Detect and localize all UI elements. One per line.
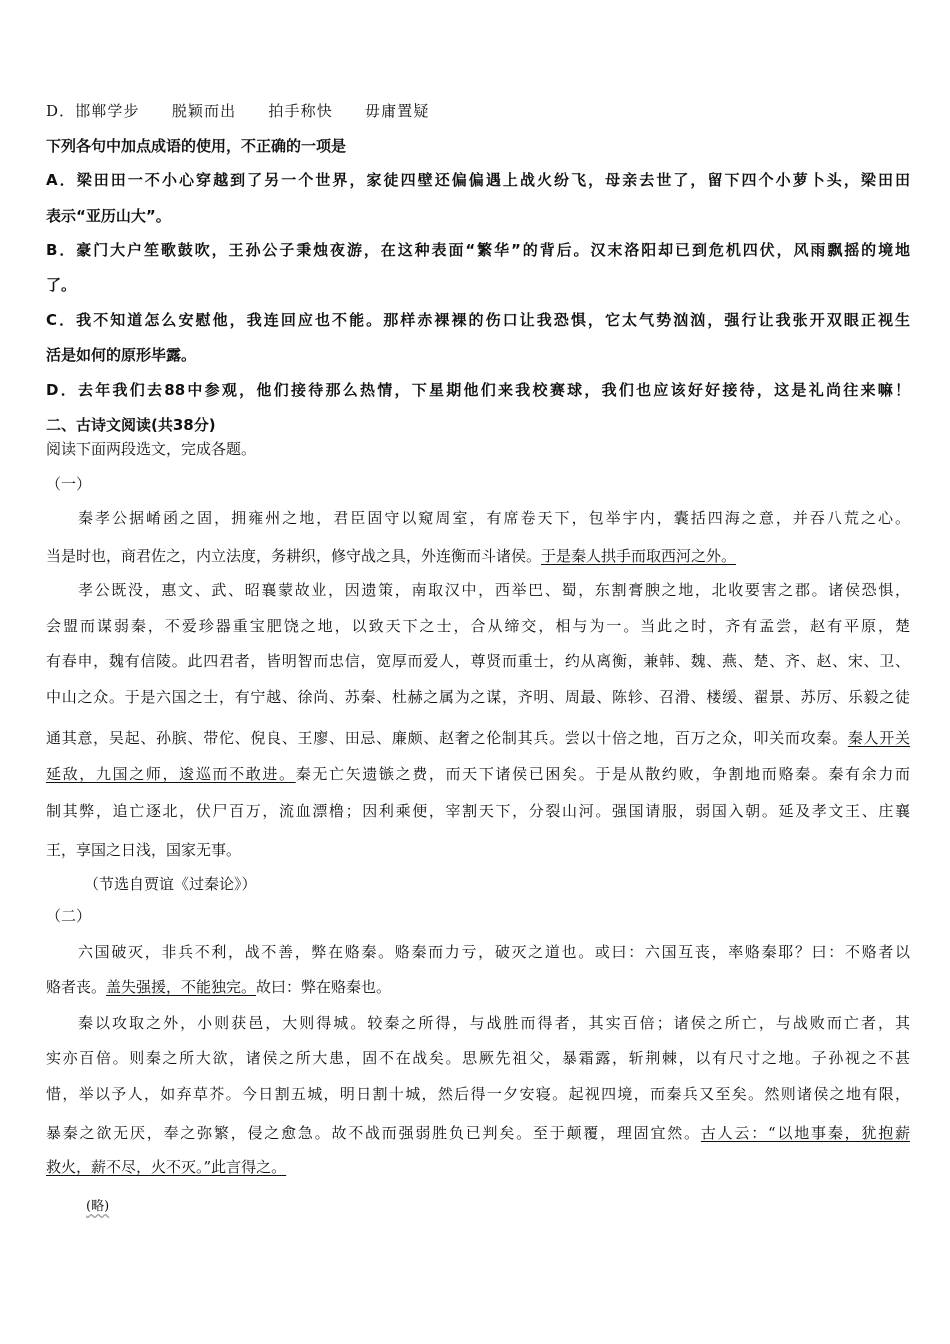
section-heading: 二、古诗文阅读(共38分): [46, 416, 216, 434]
passage-text: 通其意，吴起、孙膑、带佗、倪良、王廖、田忌、廉颇、赵奢之伦制其兵。尝以十倍之地，百万之众，叩关而攻秦。: [46, 729, 848, 747]
underlined-sentence: 救火，薪不尽，火不灭。”此言得之。: [46, 1158, 287, 1176]
passage1-line: 王，享国之日浅，国家无事。: [46, 841, 242, 859]
passage1-line: 制其弊，追亡逐北，伏尸百万，流血漂橹；因利乘便，宰割天下，分裂山河。强国请服，弱国入朝。延及孝文王、庄襄: [46, 802, 910, 820]
option-b-line2: 了。: [46, 276, 77, 294]
passage2-label: （二）: [46, 907, 92, 925]
passage-text: 故曰：弊在赂秦也。: [256, 978, 392, 996]
passage1-line: 会盟而谋弱秦，不爱珍器重宝肥饶之地，以致天下之士，合从缔交，相与为一。当此之时，齐有孟尝，赵有平原，楚: [46, 617, 910, 635]
underlined-sentence: 古人云：“以地事秦，犹抱薪: [700, 1124, 910, 1142]
passage-text: 暴秦之欲无厌，奉之弥繁，侵之愈急。故不战而强弱胜负已判矣。至于颠覆，理固宜然。: [46, 1124, 701, 1142]
question-stem: 下列各句中加点成语的使用，不正确的一项是: [46, 137, 347, 155]
passage1-line: 中山之众。于是六国之士，有宁越、徐尚、苏秦、杜赫之属为之谋，齐明、周最、陈轸、召滑、楼缓、翟景、苏厉、乐毅之徒: [46, 688, 910, 706]
passage-text: 当是时也，商君佐之，内立法度，务耕织，修守战之具，外连衡而斗诸侯。: [46, 547, 542, 565]
option-d-idioms: D．邯郸学步 脱颖而出 拍手称快 毋庸置疑: [46, 102, 430, 120]
passage2-line: 秦以攻取之外，小则获邑，大则得城。较秦之所得，与战胜而得者，其实百倍；诸侯之所亡，与战败而亡者，其: [78, 1014, 910, 1032]
omitted-note-text: (略): [86, 1199, 110, 1214]
passage1-line: [46, 727, 910, 749]
passage1-line: [46, 545, 910, 567]
passage1-line: 有春申，魏有信陵。此四君者，皆明智而忠信，宽厚而爱人，尊贤而重士，约从离衡，兼韩、魏、燕、楚、齐、赵、宋、卫、: [46, 652, 910, 670]
underlined-sentence: 延敌，九国之师，逡巡而不敢进。: [46, 765, 296, 783]
underlined-sentence: 盖失强援，不能独完。: [106, 978, 257, 996]
option-c-line1: C．我不知道怎么安慰他，我连回应也不能。那样赤裸裸的伤口让我恐惧，它太气势汹汹，强行让我张开双眼正视生: [46, 311, 910, 329]
passage1-label: （一）: [46, 475, 92, 493]
passage2-line: [46, 1122, 910, 1144]
passage-text: 秦无亡矢遗镞之费，而天下诸侯已困矣。于是从散约败，争割地而赂秦。秦有余力而: [295, 765, 910, 783]
underlined-sentence: 于是秦人拱手而取西河之外。: [541, 547, 737, 565]
passage2-line: [46, 1156, 910, 1178]
passage1-source: （节选自贾谊《过秦论》）: [84, 875, 257, 893]
passage2-line: 六国破灭，非兵不利，战不善，弊在赂秦。赂秦而力亏，破灭之道也。或曰：六国互丧，率赂秦耶？曰：不赂者以: [78, 943, 910, 961]
underlined-sentence: 秦人开关: [847, 729, 910, 747]
passage1-line: 孝公既没，惠文、武、昭襄蒙故业，因遗策，南取汉中，西举巴、蜀，东割膏腴之地，北收要害之郡。诸侯恐惧，: [78, 581, 910, 599]
omitted-note: [86, 1194, 910, 1218]
passage1-line: [46, 763, 910, 785]
option-b-line1: B．豪门大户笙歌鼓吹，王孙公子秉烛夜游，在这种表面“繁华”的背后。汉末洛阳却已到危机四伏，风雨飘摇的境地: [46, 241, 910, 259]
passage2-line: 实亦百倍。则秦之所大欲，诸侯之所大患，固不在战矣。思厥先祖父，暴霜露，斩荆棘，以有尺寸之地。子孙视之不甚: [46, 1049, 910, 1067]
passage-text: 赂者丧。: [46, 978, 107, 996]
option-a-line2: 表示“亚历山大”。: [46, 207, 171, 225]
passage2-line: 惜，举以予人，如弃草芥。今日割五城，明日割十城，然后得一夕安寝。起视四境，而秦兵又至矣。然则诸侯之地有限，: [46, 1085, 910, 1103]
section-instruction: 阅读下面两段选文，完成各题。: [46, 440, 257, 458]
option-c-line2: 活是如何的原形毕露。: [46, 346, 197, 364]
option-a-line1: A．梁田田一不小心穿越到了另一个世界，家徒四壁还偏偏遇上战火纷飞，母亲去世了，留下四个小萝卜头，梁田田: [46, 171, 910, 189]
passage1-line: 秦孝公据崤函之固，拥雍州之地，君臣固守以窥周室，有席卷天下，包举宇内，囊括四海之意，并吞八荒之心。: [78, 509, 910, 527]
option-d-sentence: D．去年我们去88中参观，他们接待那么热情，下星期他们来我校赛球，我们也应该好好接待，这是礼尚往来嘛！: [46, 381, 910, 399]
passage2-line: [46, 976, 910, 998]
